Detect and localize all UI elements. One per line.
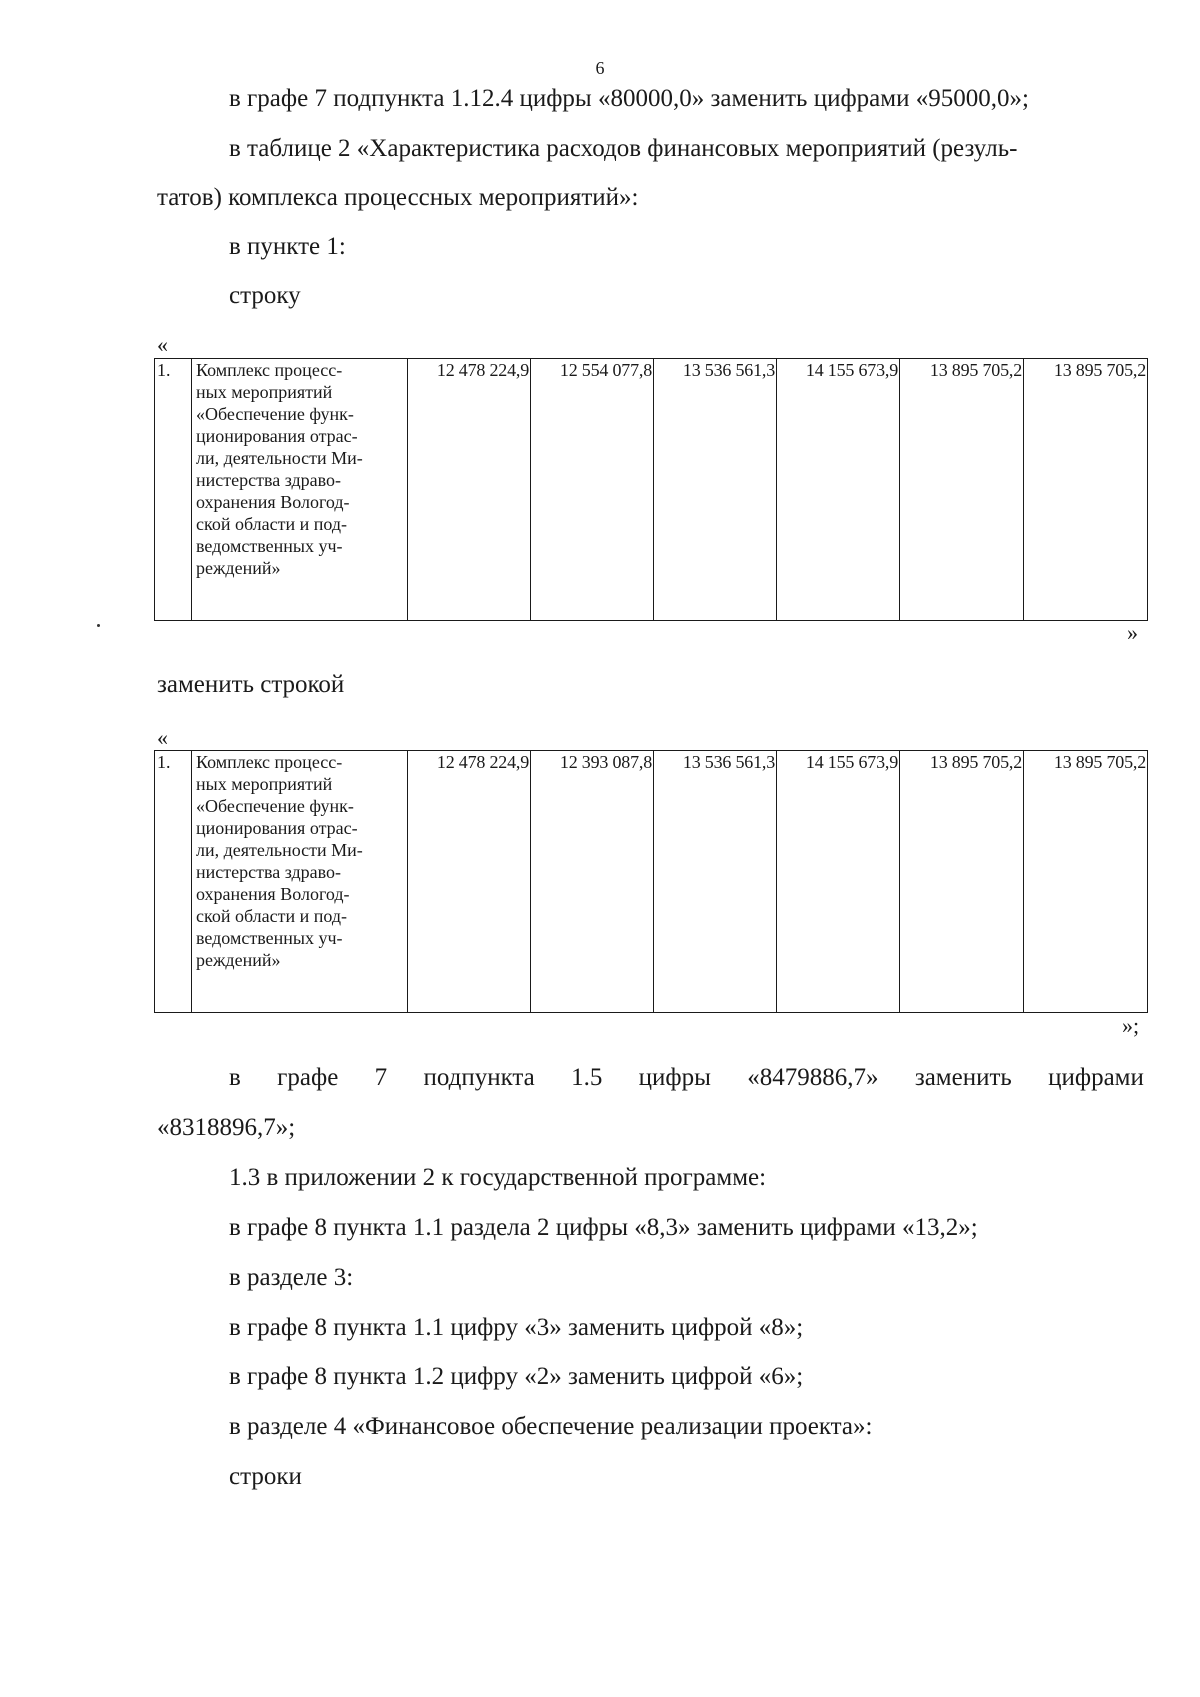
new-row-value: 14 155 673,9 [777,751,900,1013]
paragraph-column-8-section-2: в графе 8 пункта 1.1 раздела 2 цифры «8,3» заменить цифрами «13,2»; [229,1214,978,1241]
table-row [155,751,1148,1013]
old-row-value: 14 155 673,9 [777,359,900,621]
paragraph-replace-with-row: заменить строкой [157,671,345,698]
old-row-description: Комплекс процесс- ных мероприятий «Обеспечение функ- ционирования отрас- ли, деятельности Ми- нистерства здраво- охранения Вологод- ской области и под- ведомственных уч- реждений» [192,359,408,621]
open-quote-new-row: « [157,725,168,750]
old-row-number: 1. [155,359,192,621]
new-row-value: 12 393 087,8 [531,751,654,1013]
page-number: 6 [595,58,605,78]
paragraph-section-3: в разделе 3: [229,1264,354,1291]
old-row-table [154,358,1148,621]
open-quote-old-row: « [157,332,168,357]
paragraph-replace-1-5-continued: «8318896,7»; [157,1114,296,1141]
new-row-value: 13 895 705,2 [900,751,1024,1013]
paragraph-replace-1-5: в графе 7 подпункта 1.5 цифры «8479886,7» заменить цифрами [229,1064,1144,1091]
paragraph-in-point-1: в пункте 1: [229,233,346,260]
paragraph-appendix-2: 1.3 в приложении 2 к государственной программе: [229,1164,767,1191]
paragraph-point-1-1: в графе 8 пункта 1.1 цифру «3» заменить цифрой «8»; [229,1314,804,1341]
new-row-value: 13 536 561,3 [654,751,777,1013]
old-row-value: 13 895 705,2 [1024,359,1148,621]
paragraph-row-label: строку [229,282,301,309]
new-row-value: 13 895 705,2 [1024,751,1148,1013]
paragraph-replace-1-12-4: в графе 7 подпункта 1.12.4 цифры «80000,0» заменить цифрами «95000,0»; [229,85,1029,112]
close-quote-new-row: »; [1122,1013,1140,1038]
paragraph-section-4: в разделе 4 «Финансовое обеспечение реализации проекта»: [229,1413,873,1440]
old-row-value: 12 478 224,9 [408,359,531,621]
paragraph-point-1-2: в графе 8 пункта 1.2 цифру «2» заменить цифрой «6»; [229,1363,804,1390]
old-row-value: 13 536 561,3 [654,359,777,621]
new-row-number: 1. [155,751,192,1013]
new-row-value: 12 478 224,9 [408,751,531,1013]
paragraph-table2-line1: в таблице 2 «Характеристика расходов финансовых мероприятий (резуль- [229,135,1018,162]
new-row-table [154,750,1148,1013]
table-row [155,359,1148,621]
old-row-value: 12 554 077,8 [531,359,654,621]
paragraph-rows-label: строки [229,1463,302,1490]
old-row-value: 13 895 705,2 [900,359,1024,621]
new-row-description: Комплекс процесс- ных мероприятий «Обеспечение функ- ционирования отрас- ли, деятельности Ми- нистерства здраво- охранения Вологод- ской области и под- ведомственных уч- реждений» [192,751,408,1013]
close-quote-old-row: » [1127,620,1138,645]
scan-speck [97,624,100,627]
paragraph-table2-line2: татов) комплекса процессных мероприятий»: [157,184,639,211]
